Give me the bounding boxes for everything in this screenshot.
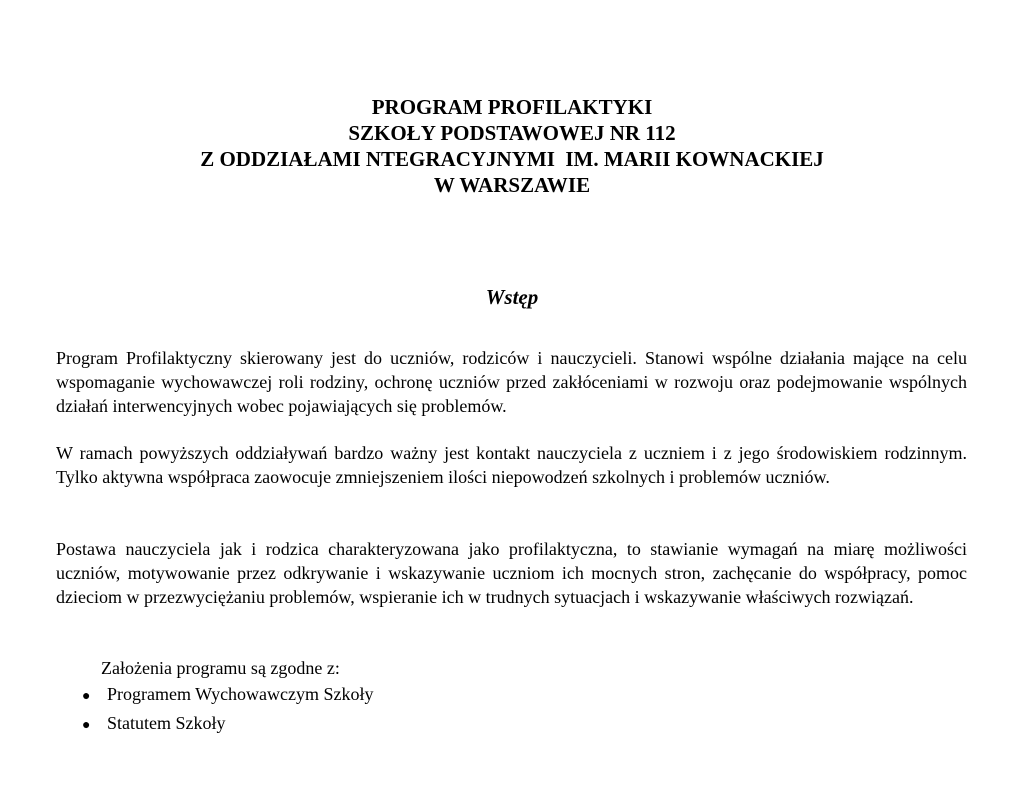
- title-line-1: PROGRAM PROFILAKTYKI: [371, 95, 653, 119]
- list-item: [82, 681, 374, 710]
- bullet-icon: ●: [82, 718, 91, 733]
- paragraph-3: Postawa nauczyciela jak i rodzica charakteryzowana jako profilaktyczna, to stawianie wymagań na miarę możliwości uczniów, motywowanie przez odkrywanie i wskazywanie uczniom ich mocnych stron, zachęcanie do współpracy, pomoc dzieciom w przezwyciężaniu problemów, wspieranie ich w trudnych sytuacjach i wskazywanie właściwych rozwiązań.: [56, 539, 967, 607]
- list-item-text: Statutem Szkoły: [107, 713, 226, 733]
- title-line-3: Z ODDZIAŁAMI NTEGRACYJNYMI IM. MARII KOWNACKIEJ: [200, 147, 824, 171]
- list-intro: Założenia programu są zgodne z:: [101, 658, 340, 678]
- list-item-text: Programem Wychowawczym Szkoły: [107, 684, 374, 704]
- title-line-2: SZKOŁY PODSTAWOWEJ NR 112: [348, 121, 676, 145]
- paragraph-2: W ramach powyższych oddziaływań bardzo ważny jest kontakt nauczyciela z uczniem i z jego środowiskiem rodzinnym. Tylko aktywna współpraca zaowocuje zmniejszeniem ilości niepowodzeń szkolnych i problemów uczniów.: [56, 443, 967, 487]
- document-title: [0, 94, 1024, 198]
- assumptions-list: [82, 681, 374, 739]
- title-line-4: W WARSZAWIE: [433, 173, 591, 197]
- bullet-icon: ●: [82, 689, 91, 704]
- paragraph-1: Program Profilaktyczny skierowany jest do uczniów, rodziców i nauczycieli. Stanowi wspólne działania mające na celu wspomaganie wychowawczej roli rodziny, ochronę uczniów przed zakłóceniami w rozwoju oraz podejmowanie wspólnych działań interwencyjnych wobec pojawiających się problemów.: [56, 348, 967, 416]
- list-item: [82, 710, 374, 739]
- section-heading-introduction: Wstęp: [485, 285, 539, 309]
